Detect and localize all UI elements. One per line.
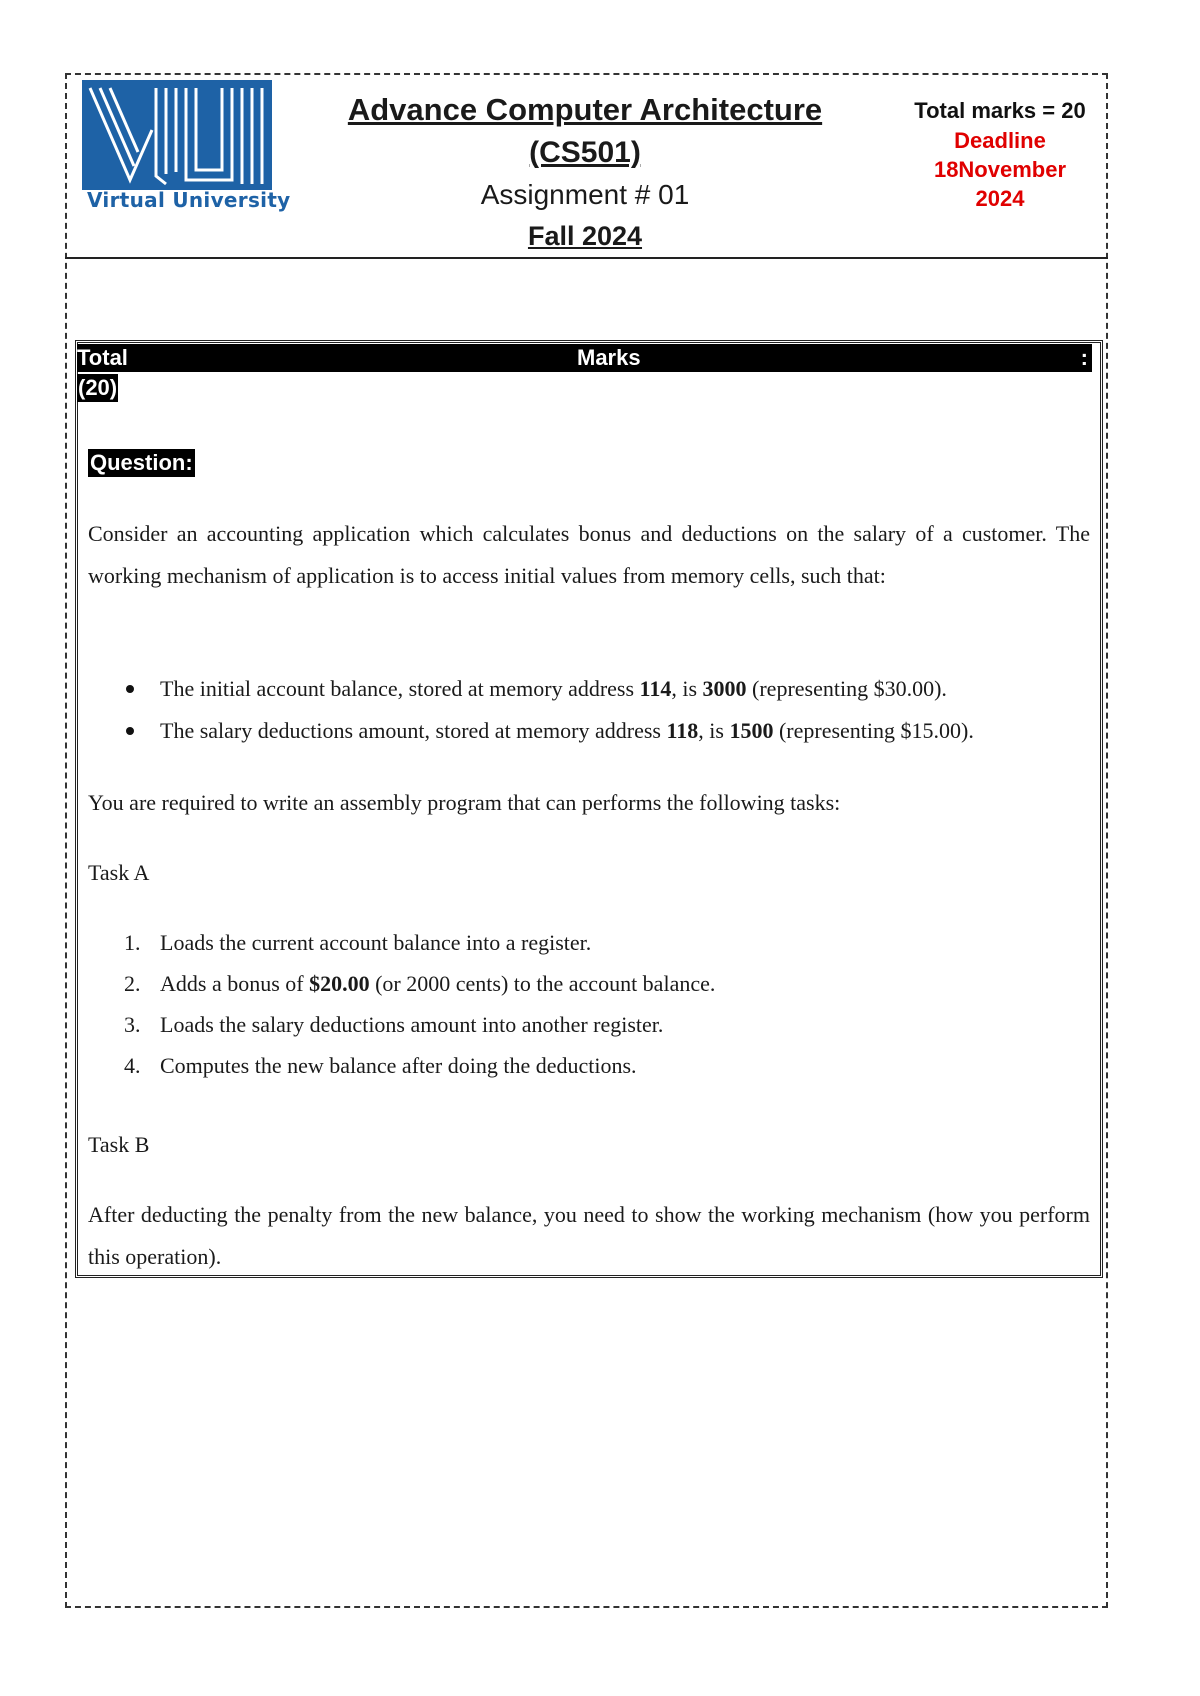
marks-bar-colon: :	[1080, 345, 1088, 370]
marks-value: (20)	[78, 375, 118, 400]
memory-values-list	[88, 668, 1088, 752]
deadline-date: 18November	[933, 157, 1067, 182]
deadline-year: 2024	[975, 186, 1025, 211]
marks-deadline-block	[905, 96, 1095, 213]
item-number: 4.	[124, 1053, 141, 1078]
list-item: 3. Loads the salary deductions amount into another register.	[88, 1004, 1088, 1045]
list-item: 2. Adds a bonus of $20.00 (or 2000 cents) to the account balance.	[88, 963, 1088, 1004]
semester: Fall 2024	[527, 221, 643, 251]
question-label: Question:	[90, 450, 193, 475]
assignment-number: Assignment # 01	[480, 179, 690, 210]
task-b-text: After deducting the penalty from the new balance, you need to show the working mechanism (how you perform this operation).	[88, 1202, 1090, 1269]
task-a-label: Task A	[88, 860, 150, 885]
logo-text: Virtual University	[87, 188, 291, 212]
requirement-text: You are required to write an assembly program that can performs the following tasks:	[88, 790, 841, 815]
bullet-icon	[126, 685, 134, 693]
list-item: The salary deductions amount, stored at memory address 118, is 1500 (representing $15.00).	[88, 710, 1088, 752]
bullet-icon	[126, 727, 134, 735]
list-item: 1. Loads the current account balance into a register.	[88, 922, 1088, 963]
total-marks: Total marks = 20	[914, 98, 1086, 123]
list-item: 4. Computes the new balance after doing the deductions.	[88, 1045, 1088, 1086]
marks-bar-marks: Marks	[577, 345, 641, 370]
item-number: 2.	[124, 971, 141, 996]
total-marks-bar	[77, 344, 1092, 372]
task-a-list	[88, 922, 1088, 1086]
deadline-label: Deadline	[954, 128, 1046, 153]
course-title: Advance Computer Architecture	[347, 92, 823, 127]
marks-bar-total: Total	[77, 345, 128, 370]
course-code: (CS501)	[529, 136, 641, 169]
item-number: 1.	[124, 930, 141, 955]
task-b-label: Task B	[88, 1132, 150, 1157]
question-intro: Consider an accounting application which calculates bonus and deductions on the salary of a customer. The working mechanism of application is to access initial values from memory cells, such that:	[88, 521, 1090, 588]
item-number: 3.	[124, 1012, 141, 1037]
title-block	[300, 88, 870, 256]
list-item: The initial account balance, stored at memory address 114, is 3000 (representing $30.00).	[88, 668, 1088, 710]
